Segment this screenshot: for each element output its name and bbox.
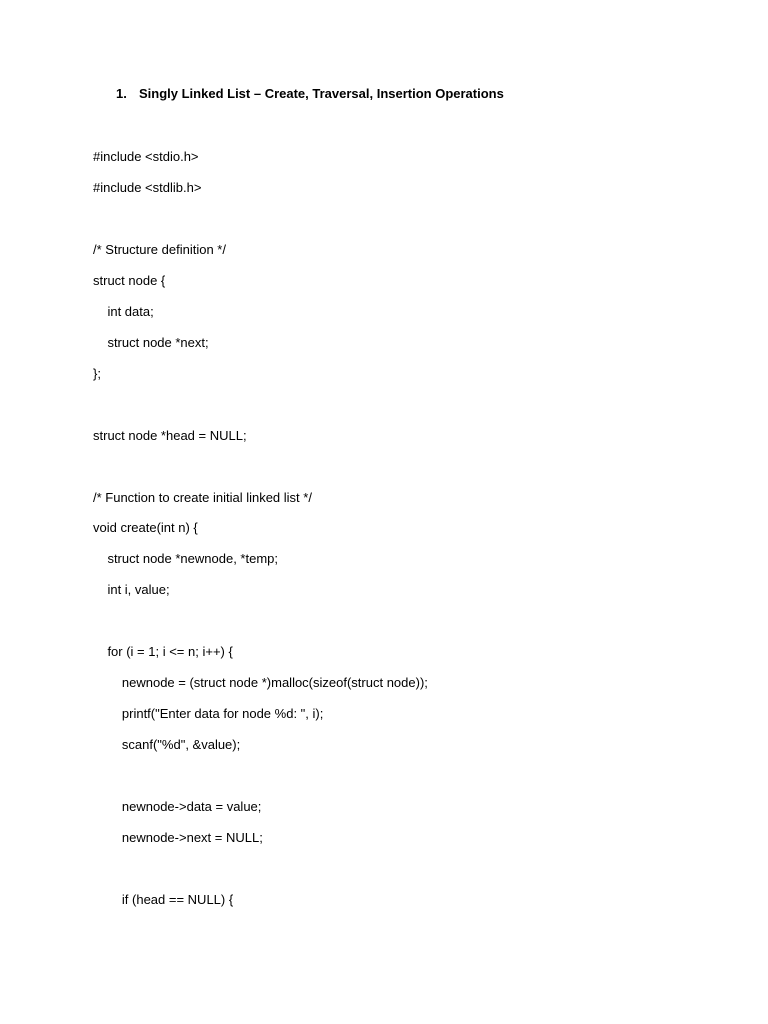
code-line: for (i = 1; i <= n; i++) {: [93, 644, 233, 659]
code-line: struct node *head = NULL;: [93, 428, 247, 443]
code-comment: /* Function to create initial linked list */: [93, 490, 312, 505]
code-line: void create(int n) {: [93, 520, 198, 535]
code-line: struct node *newnode, *temp;: [93, 551, 278, 566]
section-heading: [116, 86, 504, 101]
code-line: newnode = (struct node *)malloc(sizeof(struct node));: [93, 675, 428, 690]
code-comment: /* Structure definition */: [93, 242, 226, 257]
heading-title: Singly Linked List – Create, Traversal, Insertion Operations: [139, 86, 504, 101]
code-line: if (head == NULL) {: [93, 892, 234, 907]
code-line: int data;: [93, 304, 154, 319]
code-line: newnode->data = value;: [93, 799, 262, 814]
code-line: struct node {: [93, 273, 166, 288]
code-line: printf("Enter data for node %d: ", i);: [93, 706, 324, 721]
code-line: #include <stdlib.h>: [93, 180, 202, 195]
code-line: #include <stdio.h>: [93, 149, 199, 164]
heading-number: 1.: [116, 86, 127, 101]
code-line: int i, value;: [93, 582, 170, 597]
code-line: newnode->next = NULL;: [93, 830, 263, 845]
code-line: struct node *next;: [93, 335, 209, 350]
code-line: scanf("%d", &value);: [93, 737, 241, 752]
code-line: };: [93, 366, 101, 381]
